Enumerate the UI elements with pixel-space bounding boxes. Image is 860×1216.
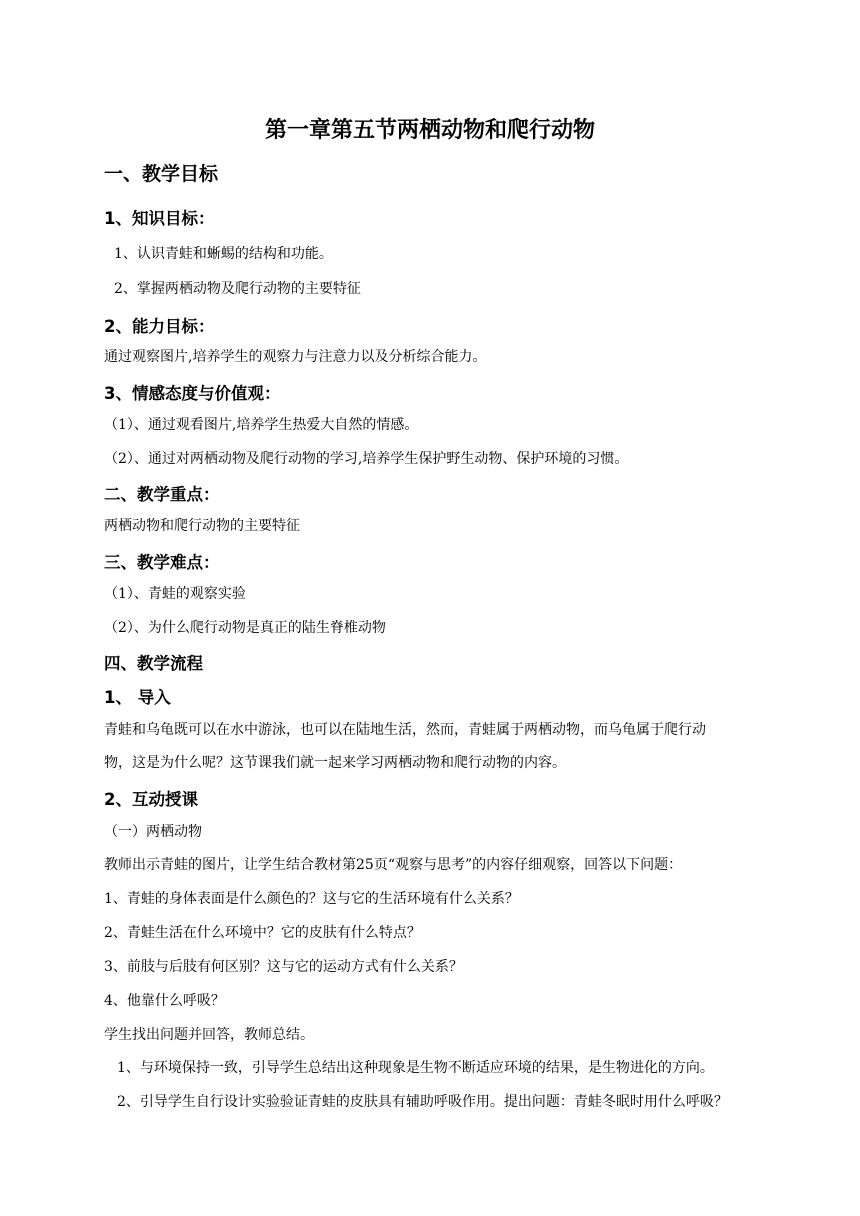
difficulty-item-2: （2）、为什么爬行动物是真正的陆生脊椎动物 [104,620,386,636]
subheading-interactive-teaching: 2、互动授课 [104,790,198,809]
knowledge-goal-2: 2、掌握两栖动物及爬行动物的主要特征 [114,281,361,297]
section-heading-key-points: 二、教学重点： [104,485,220,504]
section-heading-objectives: 一、教学目标 [104,163,219,185]
intro-paragraph-line-2: 物，这是为什么呢？这节课我们就一起来学习两栖动物和爬行动物的内容。 [104,755,566,771]
knowledge-goal-1: 1、认识青蛙和蜥蜴的结构和功能。 [114,246,333,262]
answer-summary: 学生找出问题并回答，教师总结。 [104,1027,314,1043]
values-item-2: （2）、通过对两栖动物及爬行动物的学习,培养学生保护野生动物、保护环境的习惯。 [104,451,629,467]
page-title: 第一章第五节两栖动物和爬行动物 [264,118,595,143]
subheading-knowledge-goals: 1、知识目标： [104,209,215,228]
values-item-1: （1）、通过观看图片,培养学生热爱大自然的情感。 [104,417,419,433]
subheading-values: 3、情感态度与价值观： [104,384,281,403]
answer-point-1: 1、与环境保持一致，引导学生总结出这种现象是生物不断适应环境的结果，是生物进化的方向。 [117,1060,714,1076]
question-4: 4、他靠什么呼吸？ [104,993,225,1009]
question-1: 1、青蛙的身体表面是什么颜色的？这与它的生活环境有什么关系？ [104,891,519,907]
intro-paragraph-line-1: 青蛙和乌龟既可以在水中游泳，也可以在陆地生活，然而，青蛙属于两栖动物，而乌龟属于爬行动 [104,722,706,738]
subheading-ability-goals: 2、能力目标： [104,317,215,336]
section-heading-process: 四、教学流程 [104,654,203,673]
ability-goal-text: 通过观察图片,培养学生的观察力与注意力以及分析综合能力。 [104,349,487,365]
teaching-intro-text: 教师出示青蛙的图片，让学生结合教材第25页“观察与思考”的内容仔细观察，回答以下问题： [104,857,683,873]
key-points-text: 两栖动物和爬行动物的主要特征 [104,518,300,534]
section-heading-difficulties: 三、教学难点： [104,553,220,572]
question-3: 3、前肢与后肢有何区别？这与它的运动方式有什么关系？ [104,959,463,975]
answer-point-2: 2、引导学生自行设计实验验证青蛙的皮肤具有辅助呼吸作用。提出问题：青蛙冬眠时用什么呼吸？ [117,1094,728,1110]
question-2: 2、青蛙生活在什么环境中？它的皮肤有什么特点？ [104,925,421,941]
subheading-introduction: 1、 导入 [104,688,171,707]
difficulty-item-1: （1）、青蛙的观察实验 [104,586,246,602]
amphibians-subheading: （一）两栖动物 [104,824,202,840]
